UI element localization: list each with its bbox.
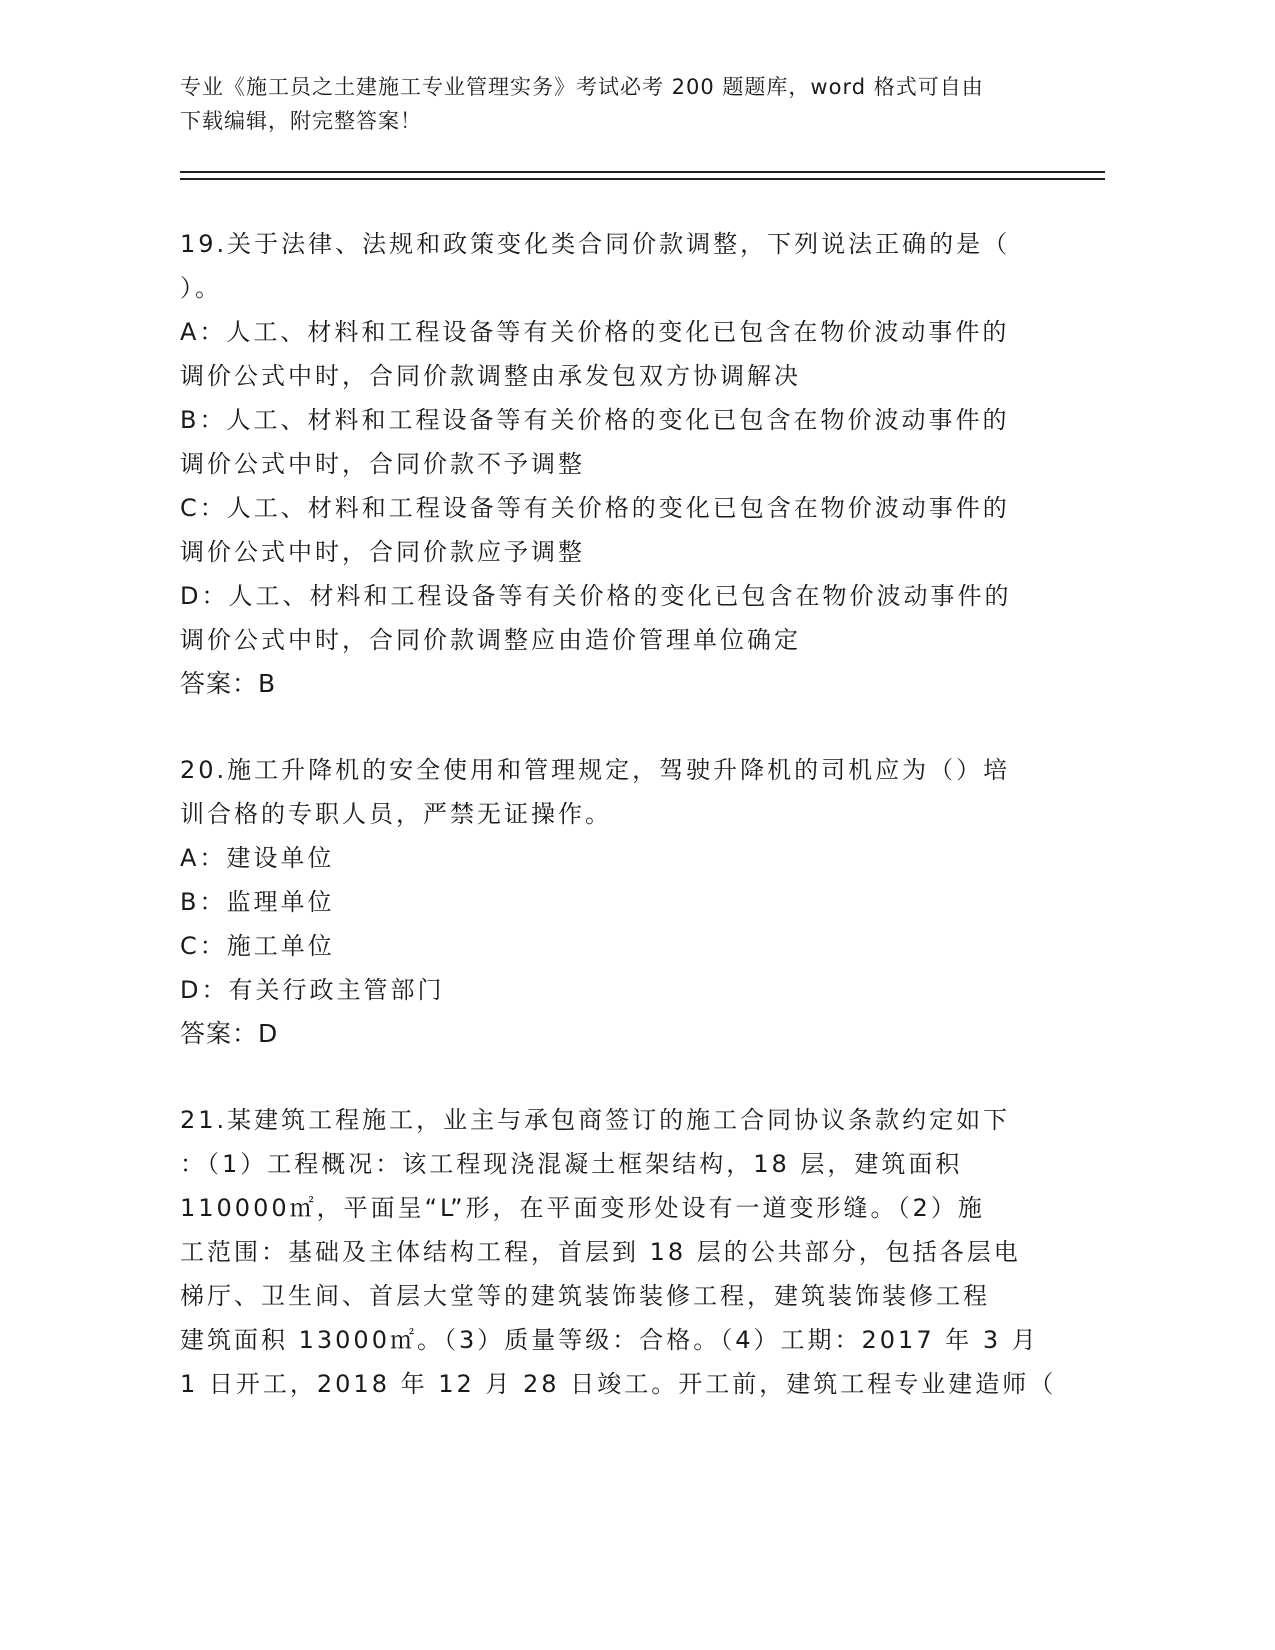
question-20 — [180, 748, 1040, 1098]
question-stem — [180, 1098, 1057, 1406]
question-19 — [180, 222, 1040, 748]
option-b-line-1: B：人工、材料和工程设备等有关价格的变化已包含在物价波动事件的 — [180, 406, 1010, 434]
header-line-2: 下载编辑，附完整答案！ — [180, 109, 422, 133]
option-a: A：建设单位 — [180, 844, 335, 872]
stem-line: 21.某建筑工程施工，业主与承包商签订的施工合同协议条款约定如下 — [180, 1106, 1011, 1134]
stem-line: 110000㎡，平面呈“L”形，在平面变形处设有一道变形缝。（2）施 — [180, 1194, 985, 1222]
question-stem — [180, 222, 1040, 310]
stem-line: ）。 — [180, 274, 222, 302]
stem-line: ：（1）工程概况：该工程现浇混凝土框架结构，18 层，建筑面积 — [180, 1150, 963, 1178]
header-divider-bottom — [180, 178, 1105, 180]
question-options — [180, 836, 1040, 1012]
stem-line: 训合格的专职人员，严禁无证操作。 — [180, 800, 612, 828]
option-a-line-1: A：人工、材料和工程设备等有关价格的变化已包含在物价波动事件的 — [180, 318, 1010, 346]
option-d-line-1: D：人工、材料和工程设备等有关价格的变化已包含在物价波动事件的 — [180, 582, 1012, 610]
document-header — [180, 70, 1060, 138]
stem-line: 建筑面积 13000㎡。（3）质量等级：合格。（4）工期：2017 年 3 月 — [180, 1326, 1039, 1354]
stem-line: 20.施工升降机的安全使用和管理规定，驾驶升降机的司机应为（）培 — [180, 756, 1011, 784]
option-b: B：监理单位 — [180, 888, 335, 916]
stem-line: 1 日开工，2018 年 12 月 28 日竣工。开工前，建筑工程专业建造师（ — [180, 1370, 1057, 1398]
stem-line: 19.关于法律、法规和政策变化类合同价款调整，下列说法正确的是（ — [180, 230, 1011, 258]
stem-line: 工范围：基础及主体结构工程，首层到 18 层的公共部分，包括各层电 — [180, 1238, 1021, 1266]
answer: 答案：D — [180, 1019, 279, 1048]
option-d-line-2: 调价公式中时，合同价款调整应由造价管理单位确定 — [180, 626, 801, 654]
question-21 — [180, 1098, 1057, 1406]
option-c-line-2: 调价公式中时，合同价款应予调整 — [180, 538, 585, 566]
option-a-line-2: 调价公式中时，合同价款调整由承发包双方协调解决 — [180, 362, 801, 390]
header-line-1: 专业《施工员之土建施工专业管理实务》考试必考 200 题题库，word 格式可自由 — [180, 75, 984, 99]
header-divider-top — [180, 171, 1105, 173]
option-d: D：有关行政主管部门 — [180, 976, 445, 1004]
question-stem — [180, 748, 1040, 836]
option-c: C：施工单位 — [180, 932, 335, 960]
stem-line: 梯厅、卫生间、首层大堂等的建筑装饰装修工程，建筑装饰装修工程 — [180, 1282, 990, 1310]
question-options — [180, 310, 1040, 662]
answer: 答案：B — [180, 669, 277, 698]
question-list — [180, 222, 1057, 1406]
option-b-line-2: 调价公式中时，合同价款不予调整 — [180, 450, 585, 478]
option-c-line-1: C：人工、材料和工程设备等有关价格的变化已包含在物价波动事件的 — [180, 494, 1010, 522]
